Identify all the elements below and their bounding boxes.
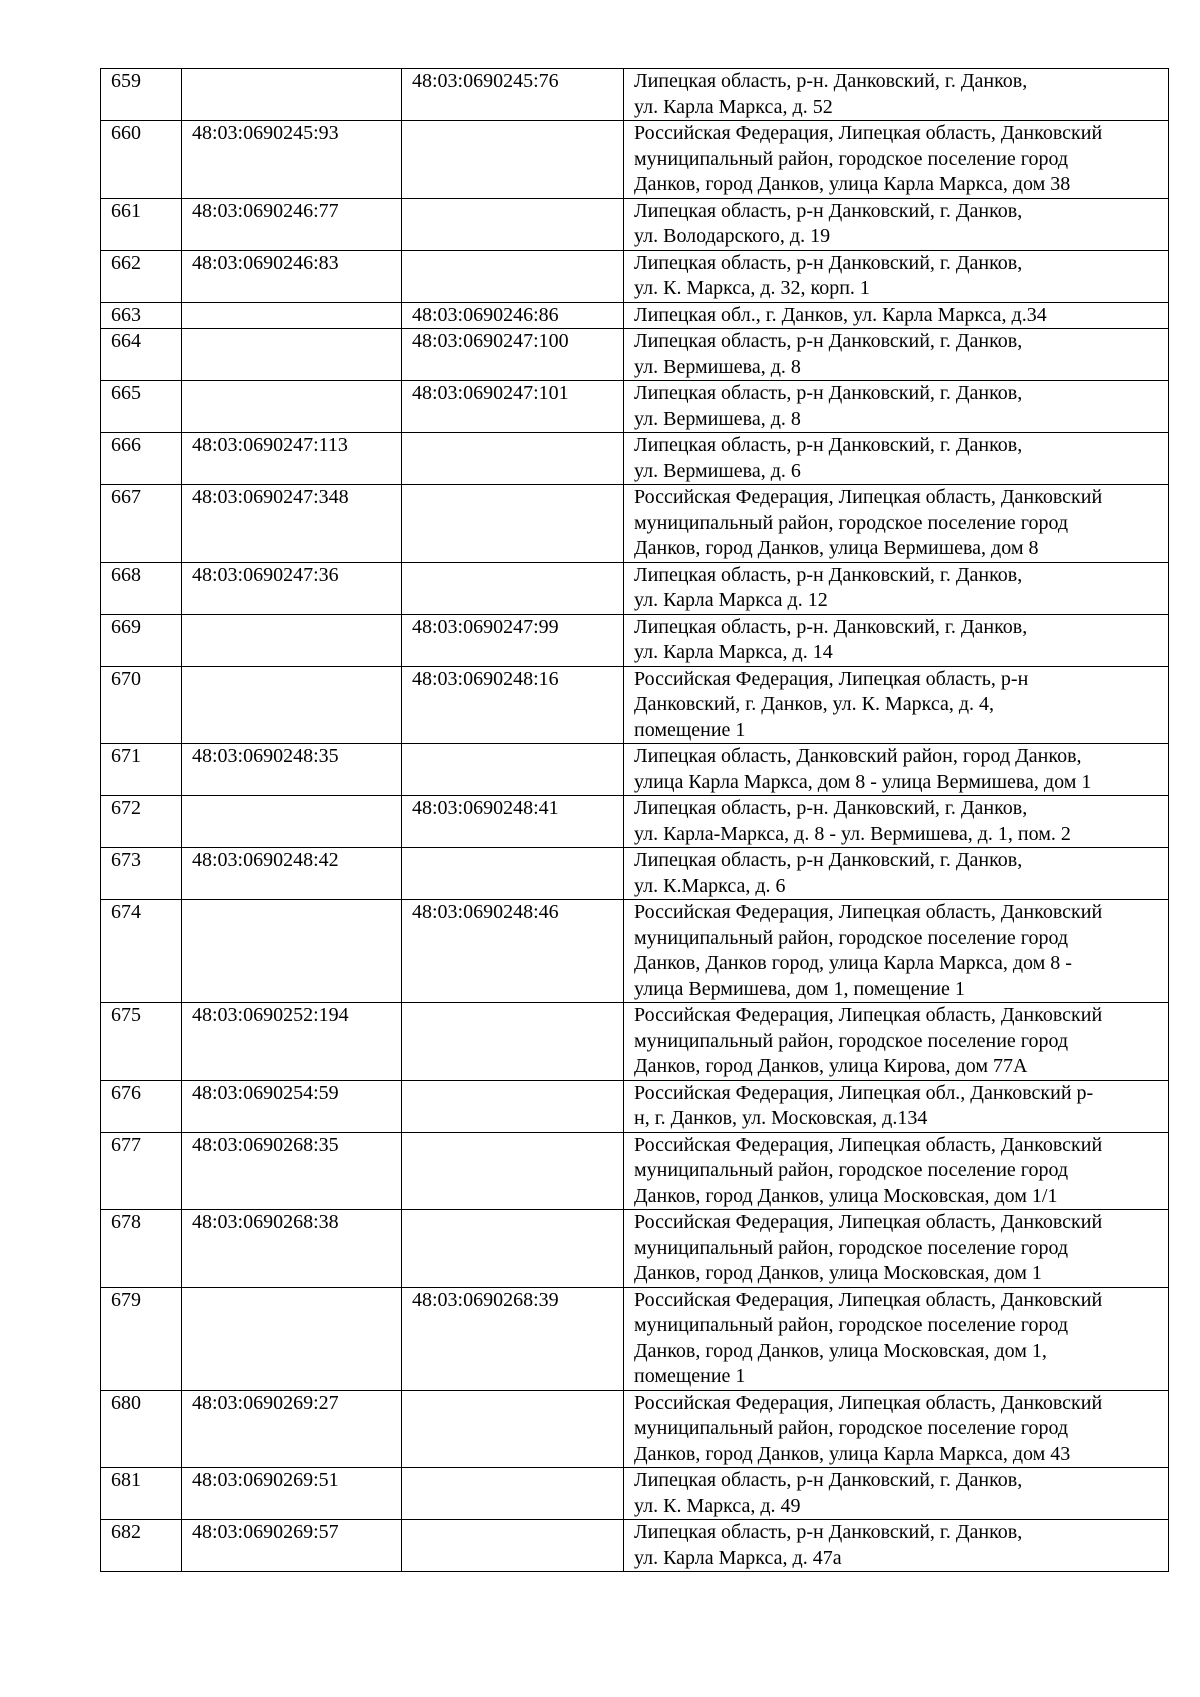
building-cadastral-number-cell: [402, 562, 624, 614]
property-registry-table: [100, 68, 1169, 1572]
land-cadastral-number-cell: [182, 381, 402, 433]
table-row: [101, 1003, 1169, 1081]
address-cell: Российская Федерация, Липецкая область, Данковский муниципальный район, городское поселение город Данков, город Данков, улица Карла Маркса, дом 43: [624, 1390, 1169, 1468]
table-row: [101, 69, 1169, 121]
land-cadastral-number-cell: [182, 329, 402, 381]
row-number-cell: 670: [101, 666, 182, 744]
address-cell: Российская Федерация, Липецкая область, Данковский муниципальный район, городское поселение город Данков, город Данков, улица Кирова, дом 77А: [624, 1003, 1169, 1081]
building-cadastral-number-cell: [402, 121, 624, 199]
table-row: [101, 848, 1169, 900]
table-row: [101, 1210, 1169, 1288]
land-cadastral-number-cell: [182, 900, 402, 1003]
table-row: [101, 121, 1169, 199]
address-cell: Российская Федерация, Липецкая область, р-н Данковский, г. Данков, ул. К. Маркса, д. 4, помещение 1: [624, 666, 1169, 744]
building-cadastral-number-cell: 48:03:0690247:100: [402, 329, 624, 381]
land-cadastral-number-cell: [182, 796, 402, 848]
building-cadastral-number-cell: 48:03:0690268:39: [402, 1287, 624, 1390]
land-cadastral-number-cell: 48:03:0690268:38: [182, 1210, 402, 1288]
row-number-cell: 671: [101, 744, 182, 796]
land-cadastral-number-cell: [182, 69, 402, 121]
table-row: [101, 198, 1169, 250]
building-cadastral-number-cell: [402, 848, 624, 900]
table-row: [101, 433, 1169, 485]
table-row: [101, 614, 1169, 666]
row-number-cell: 675: [101, 1003, 182, 1081]
land-cadastral-number-cell: 48:03:0690252:194: [182, 1003, 402, 1081]
address-cell: Российская Федерация, Липецкая область, Данковский муниципальный район, городское поселение город Данков, город Данков, улица Московская, дом 1/1: [624, 1132, 1169, 1210]
land-cadastral-number-cell: 48:03:0690247:113: [182, 433, 402, 485]
building-cadastral-number-cell: 48:03:0690247:101: [402, 381, 624, 433]
address-cell: Липецкая область, р-н. Данковский, г. Данков, ул. Карла Маркса, д. 52: [624, 69, 1169, 121]
table-row: [101, 1390, 1169, 1468]
building-cadastral-number-cell: [402, 250, 624, 302]
table-row: [101, 796, 1169, 848]
address-cell: Липецкая область, р-н. Данковский, г. Данков, ул. Карла Маркса, д. 14: [624, 614, 1169, 666]
address-cell: Липецкая область, р-н Данковский, г. Данков, ул. Вермишева, д. 6: [624, 433, 1169, 485]
building-cadastral-number-cell: [402, 1390, 624, 1468]
row-number-cell: 669: [101, 614, 182, 666]
table-row: [101, 302, 1169, 329]
table-row: [101, 1132, 1169, 1210]
row-number-cell: 682: [101, 1520, 182, 1572]
address-cell: Российская Федерация, Липецкая область, Данковский муниципальный район, городское поселение город Данков, город Данков, улица Вермишева, дом 8: [624, 485, 1169, 563]
building-cadastral-number-cell: 48:03:0690248:16: [402, 666, 624, 744]
row-number-cell: 681: [101, 1468, 182, 1520]
table-row: [101, 1520, 1169, 1572]
building-cadastral-number-cell: [402, 198, 624, 250]
address-cell: Липецкая область, р-н Данковский, г. Данков, ул. К. Маркса, д. 49: [624, 1468, 1169, 1520]
building-cadastral-number-cell: 48:03:0690248:41: [402, 796, 624, 848]
building-cadastral-number-cell: [402, 1468, 624, 1520]
building-cadastral-number-cell: [402, 1080, 624, 1132]
table-row: [101, 250, 1169, 302]
building-cadastral-number-cell: [402, 1210, 624, 1288]
land-cadastral-number-cell: 48:03:0690268:35: [182, 1132, 402, 1210]
land-cadastral-number-cell: [182, 1287, 402, 1390]
row-number-cell: 663: [101, 302, 182, 329]
row-number-cell: 674: [101, 900, 182, 1003]
table-row: [101, 329, 1169, 381]
building-cadastral-number-cell: [402, 1003, 624, 1081]
row-number-cell: 660: [101, 121, 182, 199]
land-cadastral-number-cell: 48:03:0690247:348: [182, 485, 402, 563]
table-row: [101, 1287, 1169, 1390]
property-registry-body: [101, 69, 1169, 1572]
row-number-cell: 672: [101, 796, 182, 848]
row-number-cell: 664: [101, 329, 182, 381]
land-cadastral-number-cell: [182, 302, 402, 329]
land-cadastral-number-cell: [182, 614, 402, 666]
row-number-cell: 661: [101, 198, 182, 250]
building-cadastral-number-cell: [402, 1520, 624, 1572]
land-cadastral-number-cell: 48:03:0690247:36: [182, 562, 402, 614]
address-cell: Российская Федерация, Липецкая область, Данковский муниципальный район, городское поселение город Данков, город Данков, улица Московская, дом 1: [624, 1210, 1169, 1288]
building-cadastral-number-cell: 48:03:0690248:46: [402, 900, 624, 1003]
address-cell: Липецкая область, р-н Данковский, г. Данков, ул. К. Маркса, д. 32, корп. 1: [624, 250, 1169, 302]
row-number-cell: 668: [101, 562, 182, 614]
row-number-cell: 667: [101, 485, 182, 563]
address-cell: Российская Федерация, Липецкая область, Данковский муниципальный район, городское поселение город Данков, город Данков, улица Карла Маркса, дом 38: [624, 121, 1169, 199]
address-cell: Российская Федерация, Липецкая обл., Данковский р- н, г. Данков, ул. Московская, д.134: [624, 1080, 1169, 1132]
row-number-cell: 680: [101, 1390, 182, 1468]
table-row: [101, 744, 1169, 796]
building-cadastral-number-cell: [402, 433, 624, 485]
table-row: [101, 562, 1169, 614]
building-cadastral-number-cell: [402, 744, 624, 796]
building-cadastral-number-cell: 48:03:0690245:76: [402, 69, 624, 121]
row-number-cell: 673: [101, 848, 182, 900]
table-row: [101, 1468, 1169, 1520]
land-cadastral-number-cell: 48:03:0690245:93: [182, 121, 402, 199]
land-cadastral-number-cell: [182, 666, 402, 744]
land-cadastral-number-cell: 48:03:0690248:42: [182, 848, 402, 900]
row-number-cell: 677: [101, 1132, 182, 1210]
table-row: [101, 485, 1169, 563]
address-cell: Российская Федерация, Липецкая область, Данковский муниципальный район, городское поселение город Данков, Данков город, улица Карла Маркса, дом 8 - улица Вермишева, дом 1, помещение 1: [624, 900, 1169, 1003]
table-row: [101, 1080, 1169, 1132]
address-cell: Липецкая область, р-н Данковский, г. Данков, ул. Карла Маркса, д. 47а: [624, 1520, 1169, 1572]
table-row: [101, 900, 1169, 1003]
address-cell: Липецкая область, р-н Данковский, г. Данков, ул. Карла Маркса д. 12: [624, 562, 1169, 614]
building-cadastral-number-cell: 48:03:0690246:86: [402, 302, 624, 329]
land-cadastral-number-cell: 48:03:0690269:57: [182, 1520, 402, 1572]
row-number-cell: 676: [101, 1080, 182, 1132]
land-cadastral-number-cell: 48:03:0690269:27: [182, 1390, 402, 1468]
land-cadastral-number-cell: 48:03:0690269:51: [182, 1468, 402, 1520]
address-cell: Российская Федерация, Липецкая область, Данковский муниципальный район, городское поселение город Данков, город Данков, улица Московская, дом 1, помещение 1: [624, 1287, 1169, 1390]
address-cell: Липецкая обл., г. Данков, ул. Карла Маркса, д.34: [624, 302, 1169, 329]
row-number-cell: 678: [101, 1210, 182, 1288]
land-cadastral-number-cell: 48:03:0690246:83: [182, 250, 402, 302]
building-cadastral-number-cell: [402, 485, 624, 563]
land-cadastral-number-cell: 48:03:0690246:77: [182, 198, 402, 250]
address-cell: Липецкая область, р-н Данковский, г. Данков, ул. Вермишева, д. 8: [624, 329, 1169, 381]
table-row: [101, 666, 1169, 744]
address-cell: Липецкая область, Данковский район, город Данков, улица Карла Маркса, дом 8 - улица Вермишева, дом 1: [624, 744, 1169, 796]
land-cadastral-number-cell: 48:03:0690254:59: [182, 1080, 402, 1132]
row-number-cell: 679: [101, 1287, 182, 1390]
building-cadastral-number-cell: [402, 1132, 624, 1210]
address-cell: Липецкая область, р-н. Данковский, г. Данков, ул. Карла-Маркса, д. 8 - ул. Вермишева, д. 1, пом. 2: [624, 796, 1169, 848]
building-cadastral-number-cell: 48:03:0690247:99: [402, 614, 624, 666]
address-cell: Липецкая область, р-н Данковский, г. Данков, ул. К.Маркса, д. 6: [624, 848, 1169, 900]
land-cadastral-number-cell: 48:03:0690248:35: [182, 744, 402, 796]
row-number-cell: 662: [101, 250, 182, 302]
table-row: [101, 381, 1169, 433]
address-cell: Липецкая область, р-н Данковский, г. Данков, ул. Вермишева, д. 8: [624, 381, 1169, 433]
row-number-cell: 659: [101, 69, 182, 121]
row-number-cell: 666: [101, 433, 182, 485]
address-cell: Липецкая область, р-н Данковский, г. Данков, ул. Володарского, д. 19: [624, 198, 1169, 250]
row-number-cell: 665: [101, 381, 182, 433]
